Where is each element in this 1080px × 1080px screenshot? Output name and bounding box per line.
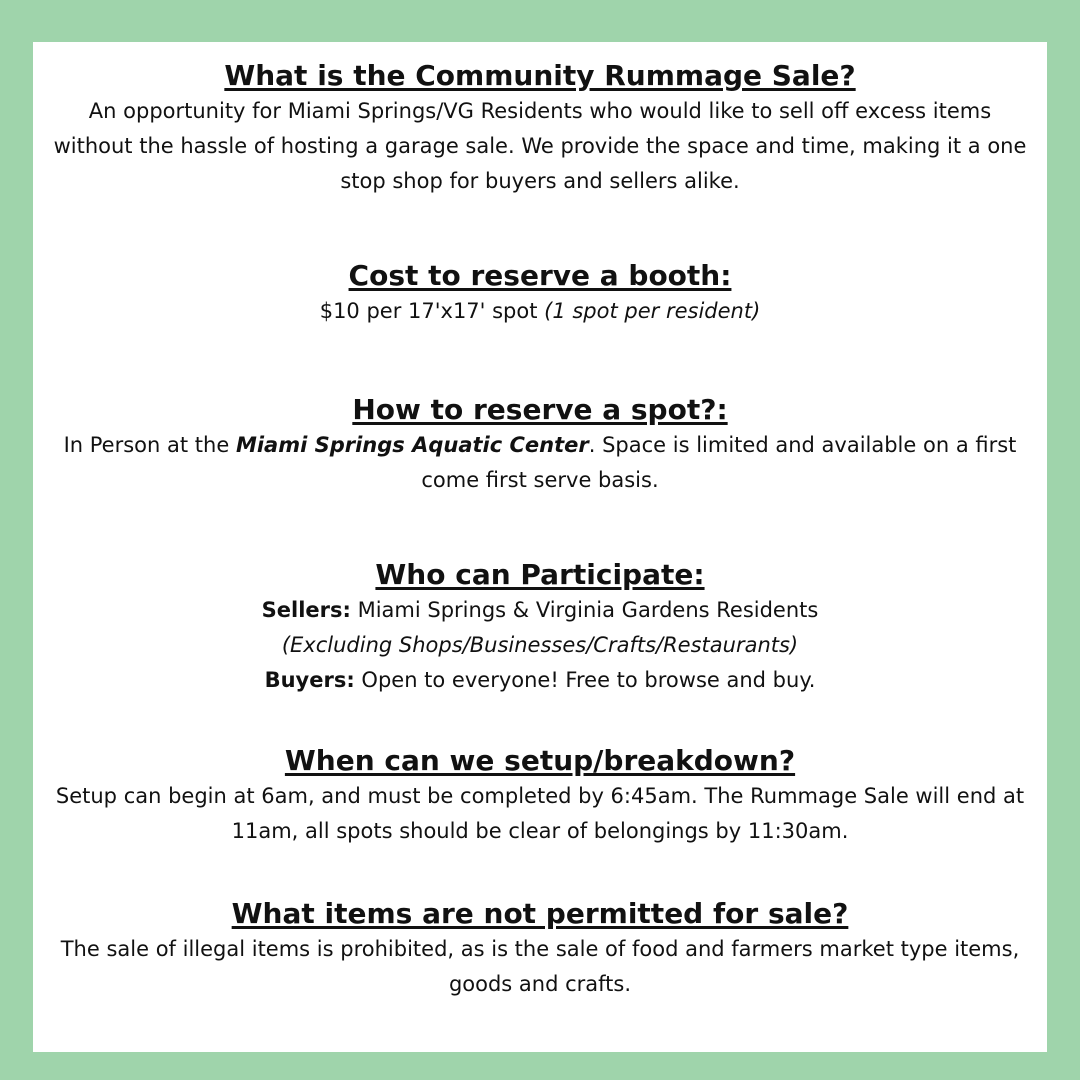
sellers-text: Miami Springs & Virginia Gardens Residents: [350, 598, 819, 622]
heading-not-permitted: What items are not permitted for sale?: [231, 897, 849, 930]
body-how-to-reserve: [33, 428, 1047, 498]
heading-setup: When can we setup/breakdown?: [284, 744, 796, 777]
heading-what-is: What is the Community Rummage Sale?: [224, 59, 856, 92]
heading-who: Who can Participate:: [375, 558, 705, 591]
body-who-sellers: [33, 593, 1047, 628]
heading-cost: Cost to reserve a booth:: [348, 259, 732, 292]
body-who-exclusion: (Excluding Shops/Businesses/Crafts/Restaurants): [281, 633, 799, 657]
section-not-permitted: [33, 896, 1047, 1002]
body-who-buyers: [33, 663, 1047, 698]
info-panel: [33, 42, 1047, 1052]
reserve-prefix-text: In Person at the: [63, 433, 236, 457]
section-cost: [33, 258, 1047, 329]
body-what-is: An opportunity for Miami Springs/VG Residents who would like to sell off excess items without the hassle of hosting a garage sale. We provide the space and time, making it a one stop shop for buyers and sellers alike.: [53, 99, 1027, 193]
sellers-label: Sellers:: [261, 598, 351, 622]
heading-how-to-reserve: How to reserve a spot?:: [352, 393, 728, 426]
section-setup: [33, 743, 1047, 849]
cost-main-text: $10 per 17'x17' spot: [319, 299, 545, 323]
section-what-is: [33, 58, 1047, 199]
cost-note-text: (1 spot per resident): [544, 299, 761, 323]
body-setup: Setup can begin at 6am, and must be completed by 6:45am. The Rummage Sale will end at 11am, all spots should be clear of belongings by 11:30am.: [55, 784, 1025, 843]
section-who: [33, 557, 1047, 698]
section-how-to-reserve: [33, 392, 1047, 498]
body-not-permitted: The sale of illegal items is prohibited, as is the sale of food and farmers market type items, goods and crafts.: [60, 937, 1020, 996]
reserve-suffix-text: . Space is limited and available on a first come first serve basis.: [421, 433, 1017, 492]
reserve-location-text: Miami Springs Aquatic Center: [235, 433, 589, 457]
body-cost: [33, 294, 1047, 329]
buyers-label: Buyers:: [264, 668, 355, 692]
buyers-text: Open to everyone! Free to browse and buy.: [354, 668, 816, 692]
